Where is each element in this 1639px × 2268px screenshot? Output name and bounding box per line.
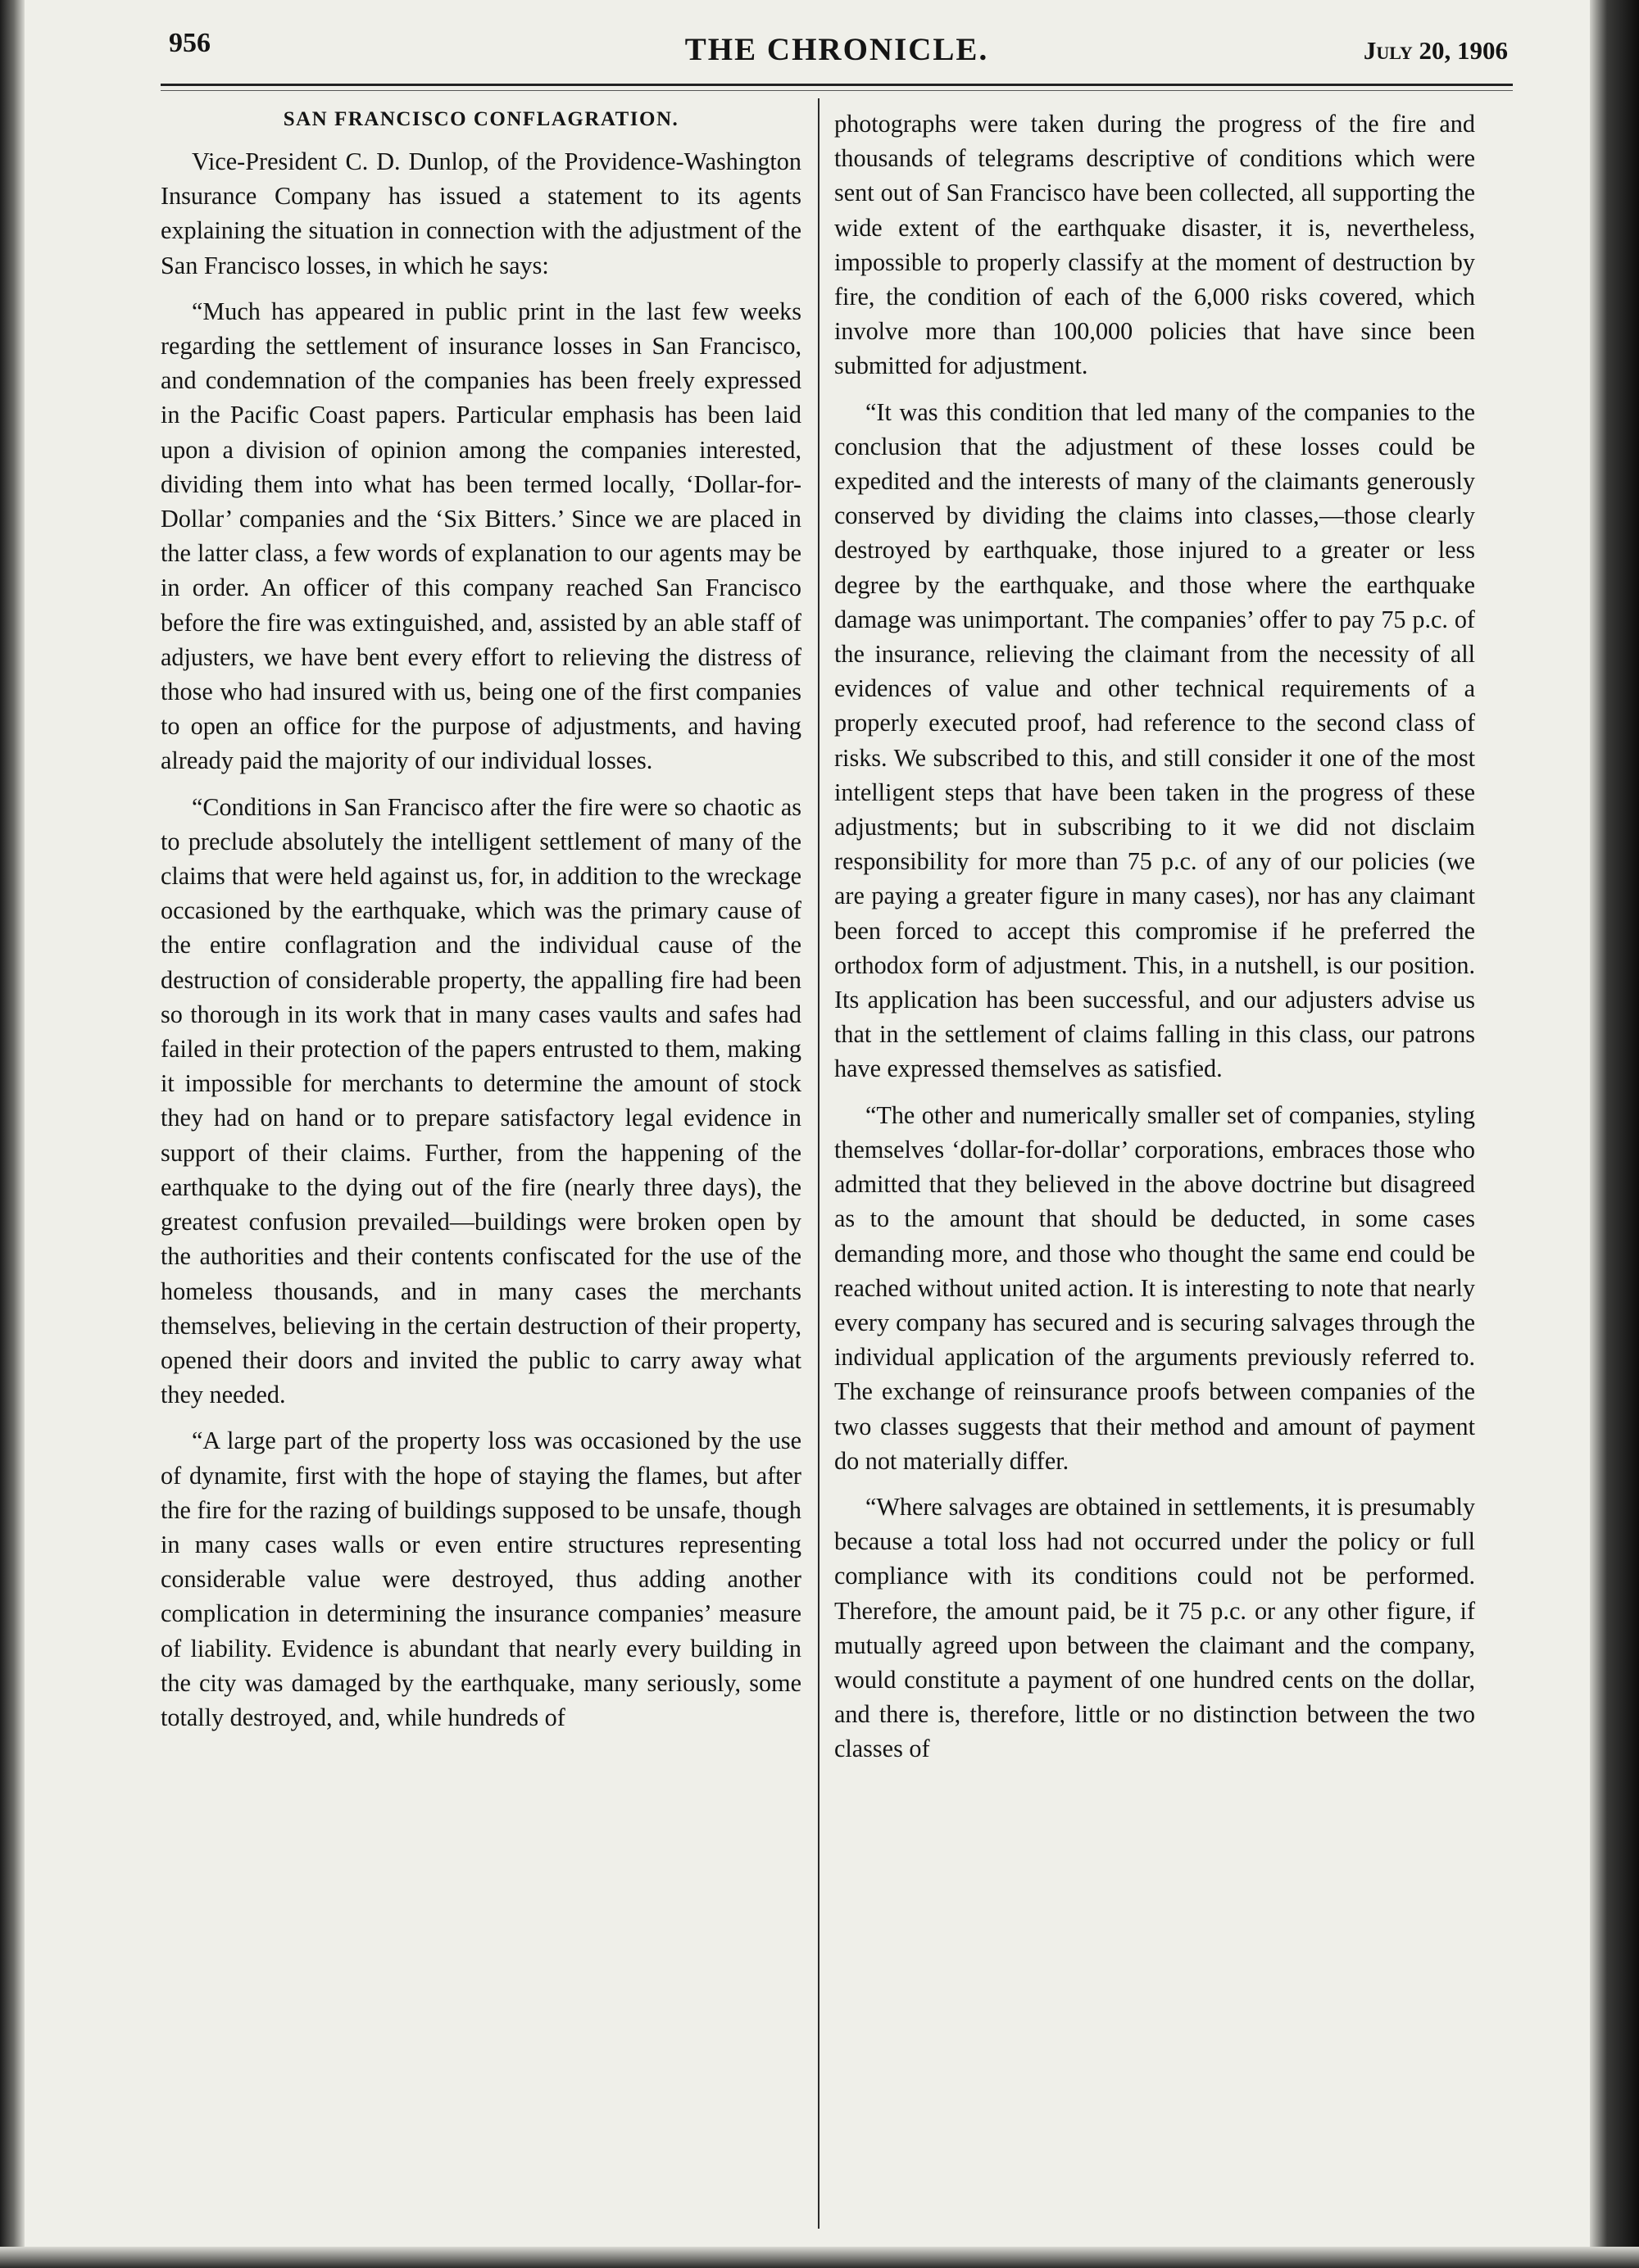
article-title: SAN FRANCISCO CONFLAGRATION. <box>283 108 679 130</box>
right-binding-shadow <box>1590 0 1639 2268</box>
article-paragraph-continued: photographs were taken during the progress of the fire and thousands of telegrams descriptive of conditions which were sent out of San Francisco have been collected, all supporting the wide extent of the earthquake disaster, it is, nevertheless, impossible to properly classify at the moment of destruction by fire, the condition of each of the 6,000 risks covered, which involve more than 100,000 policies that have since been submitted for adjustment. <box>834 110 1475 380</box>
article-paragraph: “The other and numerically smaller set of companies, styling themselves ‘dollar-for-dollar’ corporations, embraces those who admitted that they believed in the above doctrine but disagreed as to the amount that should be deducted, in some cases demanding more, and those who thought the same end could be reached without united action. It is interesting to note that nearly every company has secured and is securing salvages through the individual application of the arguments previously referred to. The exchange of reinsurance proofs between companies of the two classes suggests that their method and amount of payment do not materially differ. <box>834 1100 1475 1475</box>
article-paragraph: “Where salvages are obtained in settlements, it is presumably because a total loss had not occurred under the policy or full compliance with its conditions could not be performed. Therefore, the amount paid, be it 75 p.c. or any other figure, if mutually agreed upon between the claimant and the company, would constitute a payment of one hundred cents on the dollar, and there is, therefore, little or no distinction between the two classes of <box>834 1492 1475 1763</box>
left-column <box>161 100 801 1746</box>
article-paragraph: Vice-President C. D. Dunlop, of the Providence-Washington Insurance Company has issued a statement to its agents explaining the situation in connection with the adjustment of the San Francisco losses, in which he says: <box>161 147 801 279</box>
issue-date: July 20, 1906 <box>1363 36 1508 65</box>
header-rule <box>161 84 1513 86</box>
publication-title: THE CHRONICLE. <box>684 32 989 67</box>
page-header <box>161 25 1513 88</box>
right-column <box>834 107 1475 1778</box>
article-paragraph: “It was this condition that led many of the companies to the conclusion that the adjustment of these losses could be expedited and the interests of many of the claimants generously conserved by dividing the claims into classes,—those clearly destroyed by earthquake, those injured to a greater or less degree by the earthquake, and those where the earthquake damage was unimportant. The companies’ offer to pay 75 p.c. of the insurance, relieving the claimant from the necessity of all evidences of value and other technical requirements of a properly executed proof, had reference to the second class of risks. We subscribed to this, and still consider it one of the most intelligent steps that have been taken in the progress of these adjustments; but in subscribing to it we did not disclaim responsibility for more than 75 p.c. of any of our policies (we are paying a greater figure in many cases), nor has any claimant been forced to accept this compromise if he preferred the orthodox form of adjustment. This, in a nutshell, is our position. Its application has been successful, and our adjusters advise us that in the settlement of claims falling in this class, our patrons have expressed themselves as satisfied. <box>834 397 1475 1083</box>
header-rule-thin <box>161 90 1513 91</box>
column-divider <box>818 98 820 2229</box>
article-paragraph: “Much has appeared in public print in the last few weeks regarding the settlement of insurance losses in San Francisco, and condemnation of the companies has been freely expressed in the Pacific Coast papers. Particular emphasis has been laid upon a division of opinion among the companies interested, dividing them into what has been termed locally, ‘Dollar-for-Dollar’ companies and the ‘Six Bitters.’ Since we are placed in the latter class, a few words of explanation to our agents may be in order. An officer of this company reached San Francisco before the fire was extinguished, and, assisted by an able staff of adjusters, we have bent every effort to relieving the distress of those who had insured with us, being one of the first companies to open an office for the purpose of adjustments, and having already paid the majority of our individual losses. <box>161 297 801 775</box>
left-binding-shadow <box>0 0 25 2268</box>
page-number: 956 <box>169 28 211 58</box>
article-paragraph: “A large part of the property loss was occasioned by the use of dynamite, first with the hope of staying the flames, but after the fire for the razing of buildings supposed to be unsafe, though in many cases walls or even entire structures representing considerable value were destroyed, thus adding another complication in determining the insurance companies’ measure of liability. Evidence is abundant that nearly every building in the city was damaged by the earthquake, many seriously, some totally destroyed, and, while hundreds of <box>161 1427 801 1731</box>
article-paragraph: “Conditions in San Francisco after the fire were so chaotic as to preclude absolutely the intelligent settlement of many of the claims that were held against us, for, in addition to the wreckage occasioned by the earthquake, which was the primary cause of the entire conflagration and the individual cause of the destruction of considerable property, the appalling fire had been so thorough in its work that in many cases vaults and safes had failed in their protection of the papers entrusted to them, making it impossible for merchants to determine the amount of stock they had on hand or to prepare satisfactory legal evidence in support of their claims. Further, from the happening of the earthquake to the dying out of the fire (nearly three days), the greatest confusion prevailed—buildings were broken open by the authorities and their contents confiscated for the use of the homeless thousands, and in many cases the merchants themselves, believing in the certain destruction of their property, opened their doors and invited the public to carry away what they needed. <box>161 792 801 1409</box>
newspaper-page <box>161 25 1513 2237</box>
bottom-page-edge <box>0 2247 1639 2268</box>
